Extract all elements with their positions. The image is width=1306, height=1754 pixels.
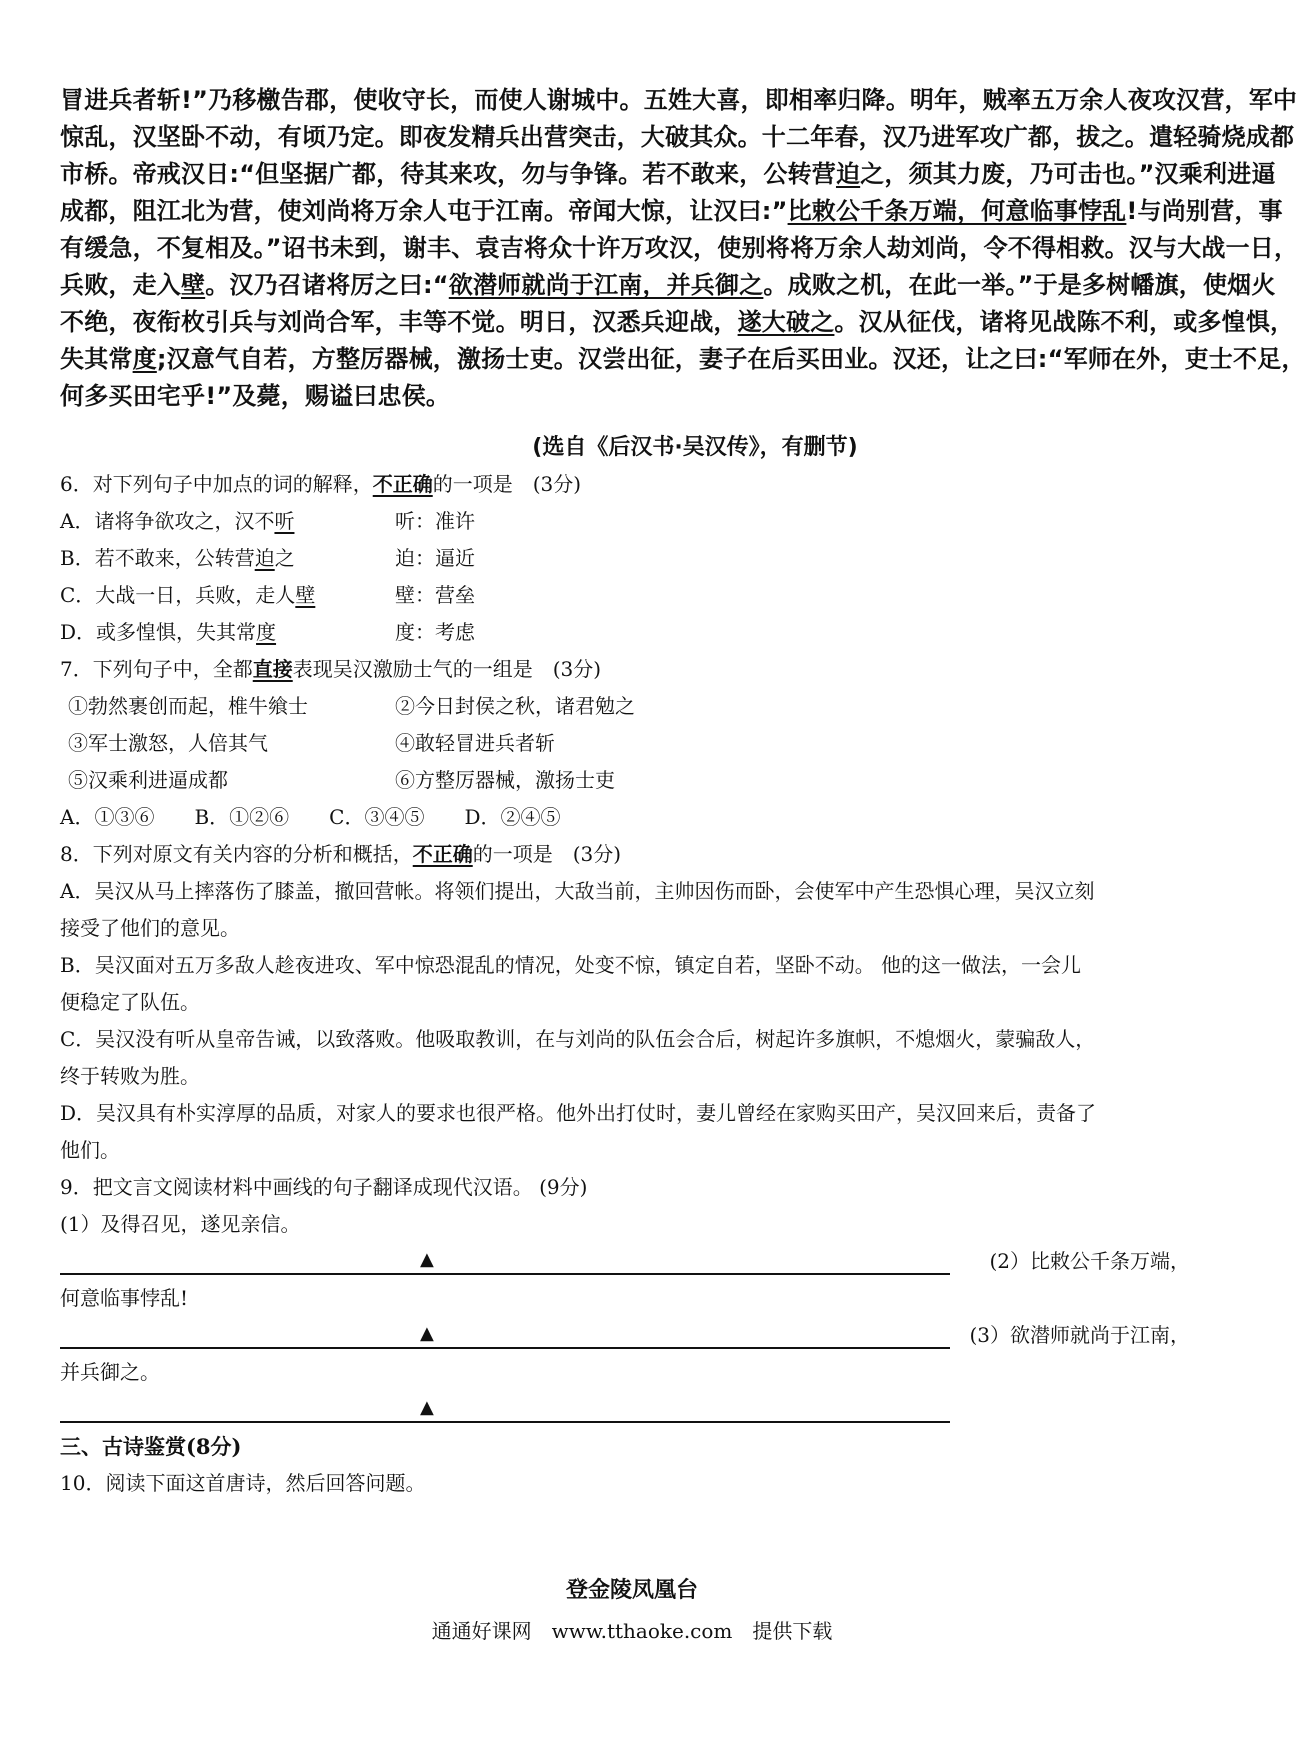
text: 。汉从征伐，诸将见战陈不利，或多惶惧， xyxy=(834,308,1295,336)
item-row xyxy=(60,762,1190,799)
item: ④敢轻冒进兵者斩 xyxy=(395,731,555,755)
passage-line xyxy=(60,304,1295,341)
source-citation: (选自《后汉书·吴汉传》，有删节) xyxy=(532,435,858,460)
item-row xyxy=(60,688,1190,725)
triangle-marker-icon: ▲ xyxy=(420,1323,434,1344)
passage-line: 有缓急，不复相及。”诏书未到，谢丰、袁吉将众十许万攻汉，使别将将万余人劫刘尚，令不得相救。汉与大战一日， xyxy=(60,234,1299,262)
section-heading: 三、古诗鉴赏(8分) xyxy=(60,1434,242,1459)
option-a xyxy=(60,503,1190,540)
sentence-3-cont: 并兵御之。 xyxy=(60,1360,160,1384)
text: 的一项是 (3分) xyxy=(432,472,582,496)
gloss: 迫：逼近 xyxy=(395,546,475,570)
option-d xyxy=(60,614,1190,651)
sentence-1: (1）及得召见，遂见亲信。 xyxy=(60,1212,301,1236)
text: !与尚别营，事 xyxy=(1126,197,1283,225)
underlined-sentence: 欲潜师就尚于江南，并兵御之 xyxy=(448,271,764,299)
gloss: 壁：营垒 xyxy=(395,583,475,607)
underlined-word: 度 xyxy=(132,345,157,373)
text: 接受了他们的意见。 xyxy=(60,916,240,940)
underlined-word: 壁 xyxy=(181,271,206,299)
text: 成都，阻江北为营，使刘尚将万余人屯于江南。帝闻大惊，让汉曰:” xyxy=(60,197,788,225)
answer-line-3 xyxy=(60,1391,1190,1428)
text: 表现吴汉激励士气的一组是 (3分) xyxy=(292,657,602,681)
text: 市桥。帝戒汉日:“但坚据广都，待其来攻，勿与争锋。若不敢来，公转营 xyxy=(60,160,836,188)
passage-line xyxy=(60,156,1276,193)
item: ③军士激怒，人倍其气 xyxy=(68,731,268,755)
answer-b: B．①②⑥ xyxy=(194,805,290,829)
passage-line xyxy=(60,193,1283,230)
item: ②今日封侯之秋，诸君勉之 xyxy=(395,694,635,718)
emphasis: 直接 xyxy=(252,657,293,681)
text: 7．下列句子中，全都 xyxy=(60,657,253,681)
text: C．吴汉没有听从皇帝告诫，以致落败。他吸取教训，在与刘尚的队伍会合后，树起许多旗帜，不熄烟火，蒙骗敌人， xyxy=(60,1027,1096,1051)
item: ⑤汉乘利进逼成都 xyxy=(68,768,228,792)
emphasis: 不正确 xyxy=(372,472,433,496)
text: 失其常 xyxy=(60,345,133,373)
sentence-2-cont: 何意临事悖乱! xyxy=(60,1286,189,1310)
answer-c: C．③④⑤ xyxy=(329,805,425,829)
text: B．吴汉面对五万多敌人趁夜进攻、军中惊恐混乱的情况，处变不惊，镇定自若，坚卧不动。 他的这一做法，一会儿 xyxy=(60,953,1082,977)
text: 之 xyxy=(274,546,295,570)
option-d xyxy=(60,1095,1190,1169)
sentence-2: (2）比敕公千条万端， xyxy=(989,1249,1190,1273)
answer-d: D．②④⑤ xyxy=(464,805,561,829)
text: 的一项是 (3分) xyxy=(472,842,622,866)
question-6 xyxy=(60,466,1190,1502)
triangle-marker-icon: ▲ xyxy=(420,1397,434,1418)
text: 他们。 xyxy=(60,1138,120,1162)
answer-blank[interactable] xyxy=(60,1421,950,1423)
question-stem xyxy=(60,466,1190,503)
gloss: 度：考虑 xyxy=(395,620,475,644)
text: A．吴汉从马上摔落伤了膝盖，撤回营帐。将领们提出，大敌当前，主帅因伤而卧，会使军中产生恐惧心理，吴汉立刻 xyxy=(60,879,1095,903)
text: ;汉意气自若，方整厉器械，激扬士吏。汉尝出征，妻子在后买田业。汉还，让之曰:“军师在外，吏士不足， xyxy=(156,345,1306,373)
question-10: 10．阅读下面这首唐诗，然后回答问题。 xyxy=(60,1471,426,1495)
dotted-word: 听 xyxy=(274,509,295,533)
option-b xyxy=(60,540,1190,577)
question-stem: 9．把文言文阅读材料中画线的句子翻译成现代汉语。 (9分) xyxy=(60,1175,588,1199)
dotted-word: 度 xyxy=(256,620,277,644)
option-b xyxy=(60,947,1190,1021)
passage-line: 冒进兵者斩!”乃移檄告郡，使收守长，而使人谢城中。五姓大喜，即相率归降。明年，贼率五万余人夜攻汉营，军中 xyxy=(60,86,1298,114)
underlined-word: 迫 xyxy=(835,160,861,188)
answer-line-1 xyxy=(60,1243,1190,1280)
gloss: 听：准许 xyxy=(395,509,475,533)
text: D．吴汉具有朴实淳厚的品质，对家人的要求也很严格。他外出打仗时，妻儿曾经在家购买田产，吴汉回来后，责备了 xyxy=(60,1101,1097,1125)
answer-a: A．①③⑥ xyxy=(60,805,155,829)
passage-line: 惊乱，汉坚卧不动，有顷乃定。即夜发精兵出营突击，大破其众。十二年春，汉乃进军攻广都，拔之。遣轻骑烧成都 xyxy=(60,123,1295,151)
item: ⑥方整厉器械，激扬士吏 xyxy=(395,768,615,792)
dotted-word: 迫 xyxy=(254,546,275,570)
item: ①勃然裹创而起，椎牛飨士 xyxy=(68,694,308,718)
text: 之，须其力废，乃可击也。”汉乘利进逼 xyxy=(860,160,1276,188)
underlined-sentence: 比敕公千条万端，何意临事悖乱 xyxy=(787,197,1127,225)
text: D．或多惶惧，失其常 xyxy=(60,620,257,644)
text: 8．下列对原文有关内容的分析和概括， xyxy=(60,842,413,866)
sentence-3: (3）欲潜师就尚于江南， xyxy=(969,1323,1190,1347)
text: 终于转败为胜。 xyxy=(60,1064,200,1088)
passage-line: 何多买田宅乎!”及薨，赐谥曰忠侯。 xyxy=(60,382,451,410)
option-c xyxy=(60,1021,1190,1095)
emphasis: 不正确 xyxy=(412,842,473,866)
underlined-phrase: 遂大破之 xyxy=(737,308,835,336)
item-row xyxy=(60,725,1190,762)
text: 便稳定了队伍。 xyxy=(60,990,200,1014)
text: 。成败之机，在此一举。”于是多树幡旗，使烟火 xyxy=(763,271,1276,299)
option-a xyxy=(60,873,1190,947)
passage xyxy=(60,82,1306,415)
text: A．诸将争欲攻之，汉不 xyxy=(60,509,275,533)
triangle-marker-icon: ▲ xyxy=(420,1249,434,1270)
answer-line-2 xyxy=(60,1317,1190,1354)
text: 不绝，夜衔枚引兵与刘尚合军，丰等不觉。明日，汉悉兵迎战， xyxy=(60,308,738,336)
poem-title: 登金陵凤凰台 xyxy=(565,1577,698,1603)
dotted-word: 壁 xyxy=(295,583,316,607)
footer: 通通好课网 www.tthaoke.com 提供下载 xyxy=(431,1619,833,1643)
answer-blank[interactable] xyxy=(60,1347,950,1349)
passage-line xyxy=(60,341,1306,378)
question-stem xyxy=(60,651,1190,688)
text: C．大战一日，兵败，走人 xyxy=(60,583,296,607)
text: B．若不敢来，公转营 xyxy=(60,546,255,570)
answer-blank[interactable] xyxy=(60,1273,950,1275)
text: 。汉乃召诸将厉之曰:“ xyxy=(205,271,449,299)
text: 兵败，走入 xyxy=(60,271,181,299)
answer-choices xyxy=(60,799,1190,836)
option-c xyxy=(60,577,1190,614)
text: 6．对下列句子中加点的词的解释， xyxy=(60,472,373,496)
question-stem xyxy=(60,836,1190,873)
passage-line xyxy=(60,267,1276,304)
